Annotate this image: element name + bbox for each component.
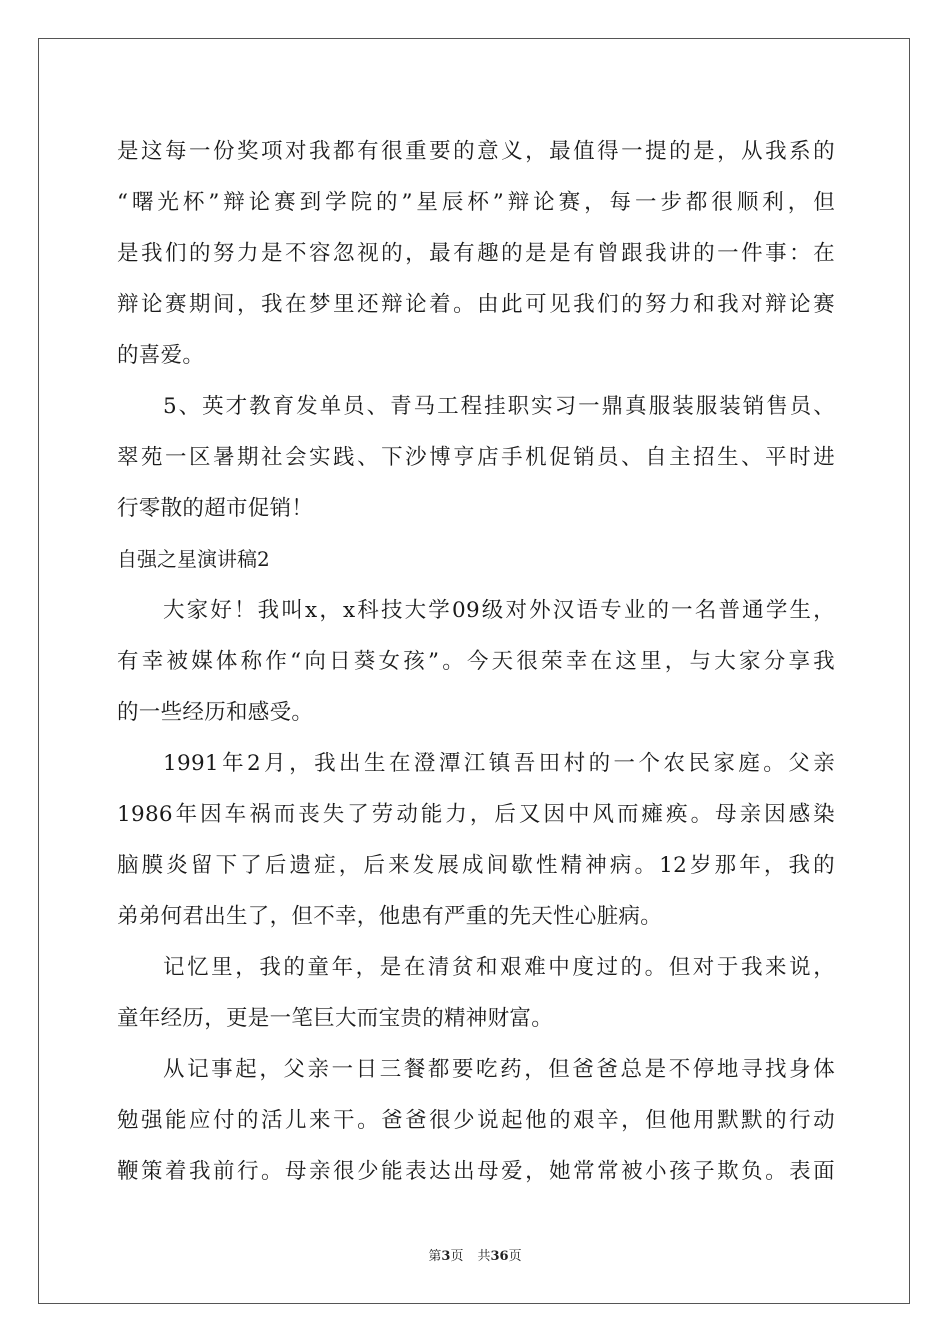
text-line: 辩论赛期间，我在梦里还辩论着。由此可见我们的努力和我对辩论赛	[117, 292, 835, 317]
text-line: 翠苑一区暑期社会实践、下沙博亨店手机促销员、自主招生、平时进	[117, 445, 835, 470]
text-line: 5、英才教育发单员、青马工程挂职实习一鼎真服装服装销售员、	[163, 394, 835, 419]
text-line: 弟弟何君出生了，但不幸，他患有严重的先天性心脏病。	[117, 904, 663, 929]
text-line: 大家好！我叫x，x科技大学09级对外汉语专业的一名普通学生，	[163, 598, 835, 623]
text-line: 记忆里，我的童年，是在清贫和艰难中度过的。但对于我来说，	[163, 955, 835, 980]
text-line: 有幸被媒体称作“向日葵女孩”。今天很荣幸在这里，与大家分享我	[117, 649, 835, 674]
page-footer	[0, 1245, 950, 1264]
text-line: 从记事起，父亲一日三餐都要吃药，但爸爸总是不停地寻找身体	[163, 1057, 835, 1082]
text-line: 的喜爱。	[117, 343, 205, 368]
footer-page-suffix: 页	[450, 1249, 464, 1264]
footer-total-prefix: 共	[477, 1249, 491, 1264]
text-line: 鞭策着我前行。母亲很少能表达出母爱，她常常被小孩子欺负。表面	[117, 1159, 835, 1184]
text-line: 是这每一份奖项对我都有很重要的意义，最值得一提的是，从我系的	[117, 139, 835, 164]
text-line: 1986年因车祸而丧失了劳动能力，后又因中风而瘫痪。母亲因感染	[117, 802, 835, 827]
footer-page-number: 3	[441, 1249, 451, 1264]
text-line: 行零散的超市促销！	[117, 496, 314, 521]
footer-total-suffix: 页	[508, 1249, 522, 1264]
section-heading: 自强之星演讲稿2	[117, 547, 270, 571]
text-line: 脑膜炎留下了后遗症，后来发展成间歇性精神病。12岁那年，我的	[117, 853, 835, 878]
text-line: 是我们的努力是不容忽视的，最有趣的是是有曾跟我讲的一件事：在	[117, 241, 835, 266]
document-body	[117, 126, 835, 1197]
text-line: “曙光杯”辩论赛到学院的”星辰杯”辩论赛，每一步都很顺利，但	[117, 190, 835, 215]
text-line: 勉强能应付的活儿来干。爸爸很少说起他的艰辛，但他用默默的行动	[117, 1108, 835, 1133]
footer-page-prefix: 第	[428, 1249, 442, 1264]
text-line: 的一些经历和感受。	[117, 700, 314, 725]
text-line: 1991年2月，我出生在澄潭江镇吾田村的一个农民家庭。父亲	[163, 751, 835, 776]
footer-total-pages: 36	[490, 1249, 509, 1264]
text-line: 童年经历，更是一笔巨大而宝贵的精神财富。	[117, 1006, 554, 1031]
